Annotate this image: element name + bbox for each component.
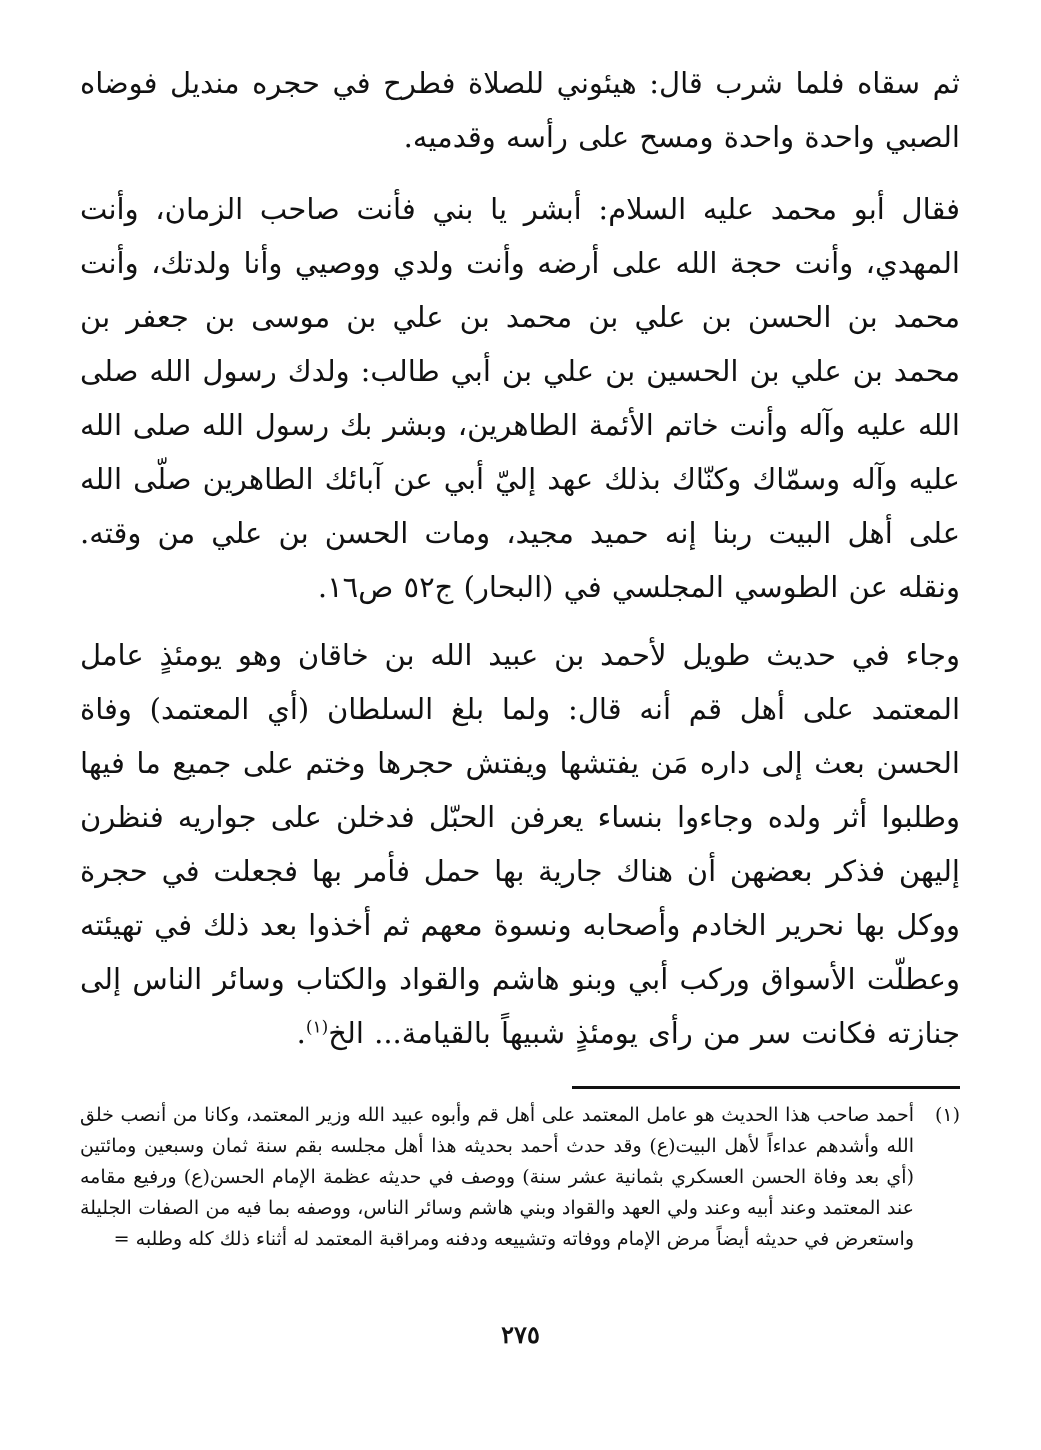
page-number: ٢٧٥: [501, 1320, 540, 1349]
footnote-reference: (١): [305, 1017, 329, 1038]
footnote-number: (١): [934, 1104, 960, 1126]
body-paragraph-1: ثم سقاه فلما شرب قال: هيئوني للصلاة فطرح في حجره منديل فوضاه الصبي واحدة واحدة ومسح على رأسه وقدميه.: [80, 66, 960, 154]
body-paragraph-3-text: وجاء في حديث طويل لأحمد بن عبيد الله بن خاقان وهو يومئذٍ عامل المعتمد على أهل قم أنه قال: ولما بلغ السلطان (أي المعتمد) وفاة الحسن بعث إلى داره مَن يفتشها ويفتش حجرها وختم على جميع ما فيها وطلبوا أثر ولده وجاءوا بنساء يعرفن الحبّل فدخلن على جواريه فنظرن إليهن فذكر بعضهن أن هناك جارية بها حمل فأمر بها فجعلت في حجرة ووكل بها نحرير الخادم وأصحابه ونسوة معهم ثم أخذوا بعد ذلك في تهيئته وعطلّت الأسواق وركب أبي وبنو هاشم والقواد والكتاب وسائر الناس إلى جنازته فكانت سر من رأى يومئذٍ شبيهاً بالقيامة... الخ: [80, 638, 960, 1050]
footnotes-section: [80, 1100, 960, 1255]
book-page: [80, 56, 960, 1416]
footnote-divider: [572, 1086, 960, 1089]
footnote-text: أحمد صاحب هذا الحديث هو عامل المعتمد على أهل قم وأبوه عبيد الله وزير المعتمد، وكانا من أنصب خلق الله وأشدهم عداءاً لأهل البيت(ع) وقد حدث أحمد بحديثه هذا أهل مجلسه بقم سنة ثمان وسبعين ومائتين (أي بعد وفاة الحسن العسكري بثمانية عشر سنة) ووصف في حديثه عظمة الإمام الحسن(ع) ورفيع مقامه عند المعتمد وعند أبيه وعند ولي العهد والقواد وبني هاشم وسائر الناس، ووصفه بما فيه من الصفات الجليلة واستعرض في حديثه أيضاً مرض الإمام ووفاته وتشييعه ودفنه ومراقبة المعتمد له أثناء ذلك كله وطلبه =: [80, 1104, 914, 1250]
body-paragraph-2: فقال أبو محمد عليه السلام: أبشر يا بني فأنت صاحب الزمان، وأنت المهدي، وأنت حجة الله على أرضه وأنت ولدي ووصيي وأنا ولدتك، وأنت محمد بن الحسن بن علي بن محمد بن علي بن موسى بن جعفر بن محمد بن علي بن الحسين بن علي بن أبي طالب: ولدك رسول الله صلى الله عليه وآله وأنت خاتم الأئمة الطاهرين، وبشر بك رسول الله صلى الله عليه وآله وسمّاك وكنّاك بذلك عهد إليّ أبي عن آبائك الطاهرين صلّى الله على أهل البيت ربنا إنه حميد مجيد، ومات الحسن بن علي من وقته. ونقله عن الطوسي المجلسي في (البحار) ج٥٢ ص١٦.: [80, 192, 960, 604]
footnote-1: [80, 1100, 960, 1255]
body-paragraph-3: [80, 628, 960, 1060]
body-paragraph-3-end: .: [296, 1016, 306, 1050]
